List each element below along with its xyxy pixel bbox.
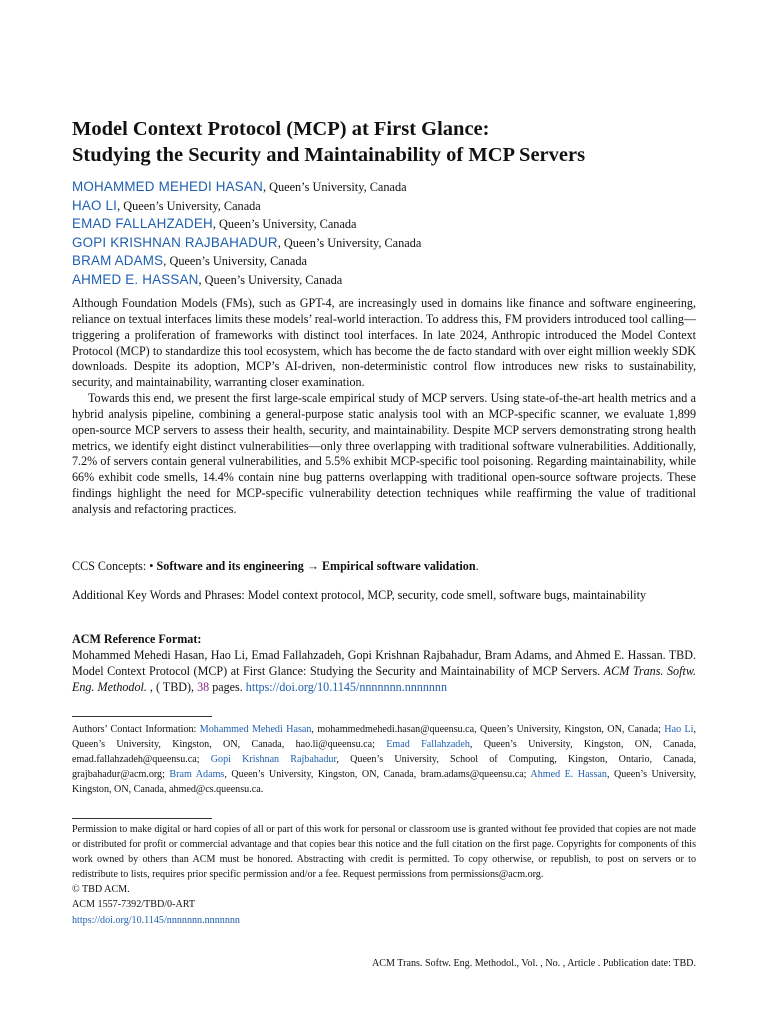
contact-author-link[interactable]: Emad Fallahzadeh	[386, 739, 470, 751]
issn-line: ACM 1557-7392/TBD/0-ART	[72, 899, 196, 911]
contact-details: , Queen’s University, Kingston, ON, Canada, bram.adams@queensu.ca;	[224, 769, 531, 781]
acm-reference-mid: , ( TBD),	[146, 679, 198, 694]
author-name[interactable]: BRAM ADAMS	[72, 253, 164, 269]
ccs-prefix: CCS Concepts: •	[72, 559, 157, 573]
copyright-line: © TBD ACM.	[72, 884, 130, 896]
author-entry	[72, 215, 696, 234]
author-affiliation: , Queen’s University, Canada	[212, 217, 357, 232]
contact-details: , Queen’s University, Kingston, ON, Canada, emad.fallahzadeh@queensu.ca;	[72, 739, 696, 766]
permission-text: Permission to make digital or hard copies of all or part of this work for personal or classroom use is granted without fee provided that copies are not made or distributed for profit or commercial advantage and that copies bear this notice and the full citation on the first page. Copyrights for components of this work owned by others than ACM must be honored. Abstracting with credit is permitted. To copy otherwise, or republish, to post on servers or to redistribute to lists, requires prior specific permission and/or a fee. Request permissions from permissions@acm.org.	[72, 824, 696, 881]
ccs-concept: Software and its engineering → Empirical software validation	[156, 559, 476, 573]
journal-name: ACM Trans. Softw. Eng. Methodol.	[72, 663, 697, 694]
abstract	[72, 296, 696, 518]
contact-author-link[interactable]: Bram Adams	[169, 769, 225, 781]
author-entry	[72, 234, 696, 253]
author-name[interactable]: EMAD FALLAHZADEH	[72, 216, 213, 232]
title-line-2: Studying the Security and Maintainability of MCP Servers	[72, 144, 586, 166]
contact-details: , mohammedmehedi.hasan@queensu.ca, Queen’s University, Kingston, ON, Canada;	[311, 724, 665, 735]
contact-author-link[interactable]: Mohammed Mehedi Hasan	[199, 724, 312, 735]
contact-author-link[interactable]: Ahmed E. Hassan	[530, 769, 607, 781]
contact-author-link[interactable]: Hao Li	[664, 724, 694, 735]
paper-title	[72, 116, 696, 168]
author-contact-info	[72, 722, 696, 797]
pages-word: pages.	[209, 679, 246, 694]
permission-notice	[72, 822, 696, 928]
page-footer: ACM Trans. Softw. Eng. Methodol., Vol. , No. , Article . Publication date: TBD.	[371, 958, 696, 969]
doi-link[interactable]: https://doi.org/10.1145/nnnnnnn.nnnnnnn	[245, 679, 448, 694]
author-entry	[72, 178, 696, 197]
permission-doi-link[interactable]: https://doi.org/10.1145/nnnnnnn.nnnnnnn	[72, 914, 240, 926]
contact-prefix: Authors’ Contact Information:	[72, 724, 200, 735]
abstract-paragraph-1: Although Foundation Models (FMs), such as GPT-4, are increasingly used in domains like finance and software engineering, reliance on textual interfaces limits these models’ real-world interaction. To address this, FM providers introduced tool calling—triggering a proliferation of frameworks with distinct tool interfaces. In late 2024, Anthropic introduced the Model Context Protocol (MCP) to standardize this tool ecosystem, which has become the de facto standard with over eight million weekly SDK downloads. Despite its adoption, MCP’s AI-driven, non-deterministic control flow introduces new risks to sustainability, security, and maintainability, warranting closer examination.	[72, 296, 696, 390]
contact-details: , Queen’s University, Kingston, ON, Canada, ahmed@cs.queensu.ca.	[72, 769, 696, 796]
ccs-concepts	[72, 559, 696, 575]
acm-reference-heading: ACM Reference Format:	[72, 632, 202, 646]
keywords: Additional Key Words and Phrases: Model context protocol, MCP, security, code smell, software bugs, maintainability	[72, 588, 647, 602]
author-affiliation: , Queen’s University, Canada	[262, 180, 407, 194]
contact-author-link[interactable]: Gopi Krishnan Rajbahadur	[210, 754, 337, 766]
author-entry	[72, 271, 696, 290]
permission-divider	[72, 818, 212, 819]
author-entry	[72, 197, 696, 216]
title-line-1: Model Context Protocol (MCP) at First Glance:	[72, 118, 490, 140]
acm-reference-text: Mohammed Mehedi Hasan, Hao Li, Emad Fallahzadeh, Gopi Krishnan Rajbahadur, Bram Adams, and Ahmed E. Hassan. TBD. Model Context Protocol (MCP) at First Glance: Studying the Security and Maintainability of MCP Servers.	[72, 648, 696, 678]
ccs-suffix: .	[475, 559, 479, 573]
author-affiliation: , Queen’s University, Canada	[163, 254, 307, 269]
abstract-paragraph-2: Towards this end, we present the first large-scale empirical study of MCP servers. Using state-of-the-art health metrics and a hybrid analysis pipeline, combining a general-purpose static analysis tool with an MCP-specific scanner, we evaluate 1,899 open-source MCP servers to assess their health, security, and maintainability. Despite MCP servers demonstrating strong health metrics, we identify eight distinct vulnerabilities—only three overlapping with traditional software vulnerabilities. Additionally, 7.2% of servers contain general vulnerabilities, and 5.5% exhibit MCP-specific tool poisoning. Regarding maintainability, while 66% exhibit code smells, 14.4% contain nine bug patterns overlapping with traditional open-source software projects. These findings highlight the need for MCP-specific vulnerability detection techniques while reaffirming the value of traditional analysis and refactoring practices.	[72, 391, 696, 516]
author-name[interactable]: HAO LI	[72, 197, 118, 213]
author-list	[72, 178, 696, 290]
pages-link[interactable]: 38	[197, 679, 210, 694]
contact-details: , Queen’s University, Kingston, ON, Canada, hao.li@queensu.ca;	[72, 724, 697, 751]
author-affiliation: , Queen’s University, Canada	[198, 272, 343, 287]
acm-reference	[72, 648, 696, 696]
author-entry	[72, 252, 696, 271]
author-name[interactable]: GOPI KRISHNAN RAJBAHADUR	[72, 234, 278, 250]
author-name[interactable]: AHMED E. HASSAN	[72, 271, 199, 287]
author-affiliation: , Queen’s University, Canada	[117, 198, 261, 213]
contact-details: , Queen’s University, School of Computing, Kingston, Ontario, Canada, grajbahadur@acm.org;	[72, 754, 696, 781]
footnote-divider	[72, 716, 212, 717]
author-affiliation: , Queen’s University, Canada	[277, 235, 422, 250]
author-name[interactable]: MOHAMMED MEHEDI HASAN	[72, 179, 263, 194]
